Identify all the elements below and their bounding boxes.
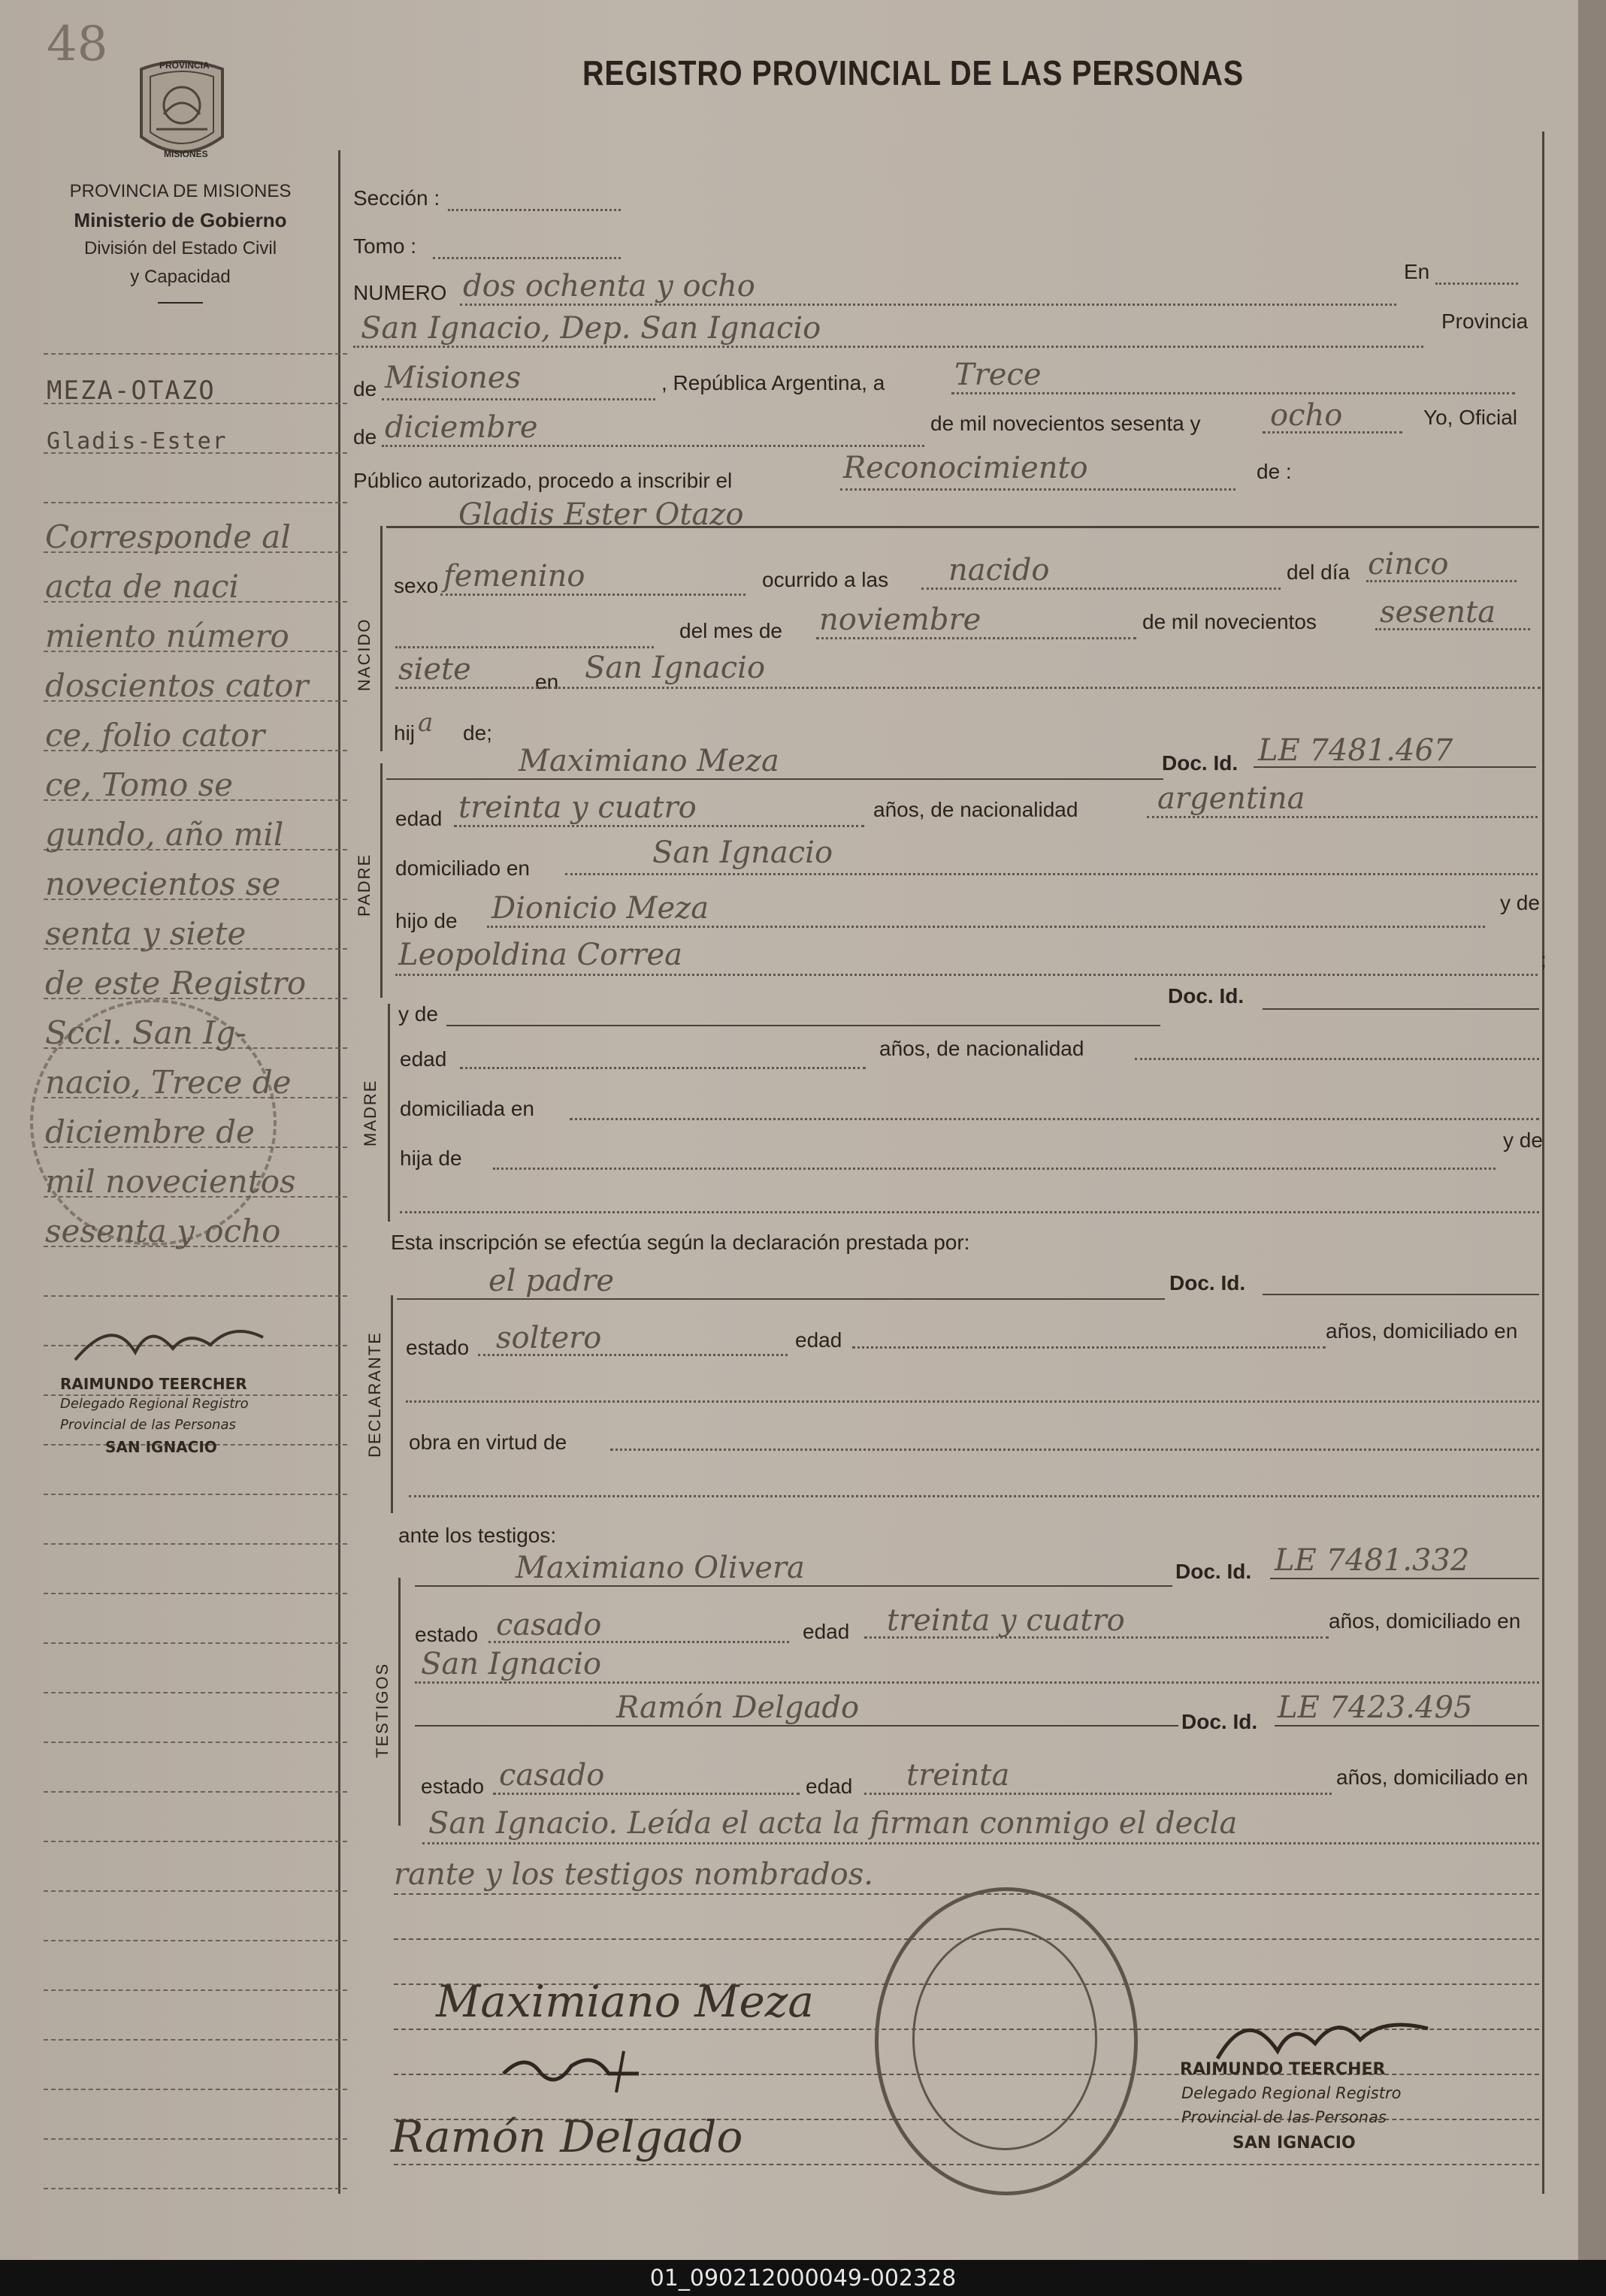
testigo1-edad-field[interactable] <box>864 1636 1329 1639</box>
madre-doc-label: Doc. Id. <box>1168 984 1245 1008</box>
margin-note-line: miento número <box>45 618 289 654</box>
publico-label: Público autorizado, procedo a inscribir el <box>353 469 733 492</box>
declarante-section <box>391 1295 393 1513</box>
declarante-domicilio-field[interactable] <box>406 1400 1539 1403</box>
margin-ruled-line <box>44 1791 347 1793</box>
hora-value: nacido <box>948 553 1050 588</box>
anio-label: de mil novecientos <box>1142 610 1317 633</box>
declarante-anios-label: años, domiciliado en <box>1326 1319 1518 1343</box>
padre-domicilio-label: domiciliado en <box>395 856 530 880</box>
declarante-estado-label: estado <box>406 1336 470 1359</box>
lugar-field[interactable] <box>395 687 1541 689</box>
letterhead-capacity: y Capacidad <box>130 267 231 287</box>
official-stamp-city: SAN IGNACIO <box>1232 2134 1356 2152</box>
padre-madre-value: Leopoldina Correa <box>398 938 682 972</box>
seal-text-bottom: MISIONES <box>164 149 208 159</box>
hora-field[interactable] <box>921 588 1281 590</box>
margin-note-line: acta de naci <box>45 568 239 605</box>
margin-ruled-line <box>44 1940 347 1941</box>
inscripto-name-value: Gladis Ester Otazo <box>458 497 744 532</box>
margin-ruled-line <box>44 2039 347 2041</box>
madre-doc-field[interactable] <box>1263 1008 1539 1010</box>
madre-section-label: MADRE <box>361 1079 380 1146</box>
padre-edad-field[interactable] <box>454 825 864 827</box>
margin-note-line: Sccl. San Ig- <box>45 1014 246 1051</box>
official-stamp-name: RAIMUNDO TEERCHER <box>1180 2060 1386 2079</box>
margin-divider <box>338 150 340 2194</box>
dia-field[interactable] <box>1366 580 1517 582</box>
padre-nombre-field[interactable] <box>386 778 1163 780</box>
official-round-stamp-inner <box>912 1928 1097 2150</box>
day-value: Trece <box>954 358 1042 392</box>
testigo2-estado-value: casado <box>499 1758 605 1793</box>
margin-ruled-line <box>44 502 347 503</box>
testigo1-nombre-value: Maximiano Olivera <box>516 1551 805 1585</box>
margin-ruled-line <box>44 2188 347 2189</box>
signature-ramon: Ramón Delgado <box>391 2111 743 2162</box>
declarante-edad-field[interactable] <box>852 1346 1326 1349</box>
padre-section-label: PADRE <box>355 853 374 917</box>
padre-y-de-label: y de <box>1500 891 1540 914</box>
madre-nacionalidad-field[interactable] <box>1135 1058 1539 1060</box>
padre-doc-value: LE 7481.467 <box>1258 733 1453 768</box>
testigos-intro: ante los testigos: <box>398 1524 557 1547</box>
madre-anios-label: años, de nacionalidad <box>879 1037 1084 1060</box>
hijo-suffix-value: a <box>418 708 434 738</box>
padre-edad-value: treinta y cuatro <box>458 790 697 825</box>
page-number: 48 <box>47 17 108 72</box>
sexo-label: sexo <box>394 574 439 597</box>
padre-section <box>380 763 383 998</box>
madre-edad-field[interactable] <box>460 1067 866 1069</box>
testigo2-doc-value: LE 7423.495 <box>1278 1690 1473 1725</box>
testigo1-domicilio-field[interactable] <box>415 1681 1539 1684</box>
margin-note-line: nacio, Trece de <box>45 1064 292 1101</box>
en-field[interactable] <box>1435 282 1518 285</box>
testigo1-estado-label: estado <box>415 1623 479 1646</box>
testigo1-estado-field[interactable] <box>488 1641 789 1643</box>
anio-value: sesenta <box>1380 595 1496 630</box>
testigo1-nombre-field[interactable] <box>415 1585 1172 1587</box>
declarante-edad-label: edad <box>795 1328 842 1352</box>
letterhead-province: PROVINCIA DE MISIONES <box>69 181 292 201</box>
margin-note-line: Corresponde al <box>45 518 291 555</box>
testigo2-edad-label: edad <box>806 1775 853 1798</box>
madre-section <box>388 1004 390 1222</box>
closing-line-1: San Ignacio. Leída el acta la firman conmigo el decla <box>428 1806 1238 1841</box>
en-label-nacido: en <box>535 670 559 693</box>
madre-hija-de-label: hija de <box>400 1146 462 1170</box>
provincia-label: Provincia <box>1441 310 1529 333</box>
padre-madre-field[interactable] <box>395 974 1538 976</box>
nacido-section-label: NACIDO <box>355 618 374 691</box>
year-label: de mil novecientos sesenta y <box>930 412 1201 435</box>
margin-ruled-line <box>44 1295 347 1297</box>
madre-y-de-label-2: y de <box>1503 1128 1543 1152</box>
margin-note-line: ce, Tomo se <box>45 766 233 803</box>
provincia-field[interactable] <box>382 398 655 400</box>
testigo2-nombre-value: Ramón Delgado <box>616 1690 860 1725</box>
padre-nombre-value: Maximiano Meza <box>519 744 779 778</box>
margin-ruled-line <box>44 1593 347 1594</box>
nacido-blank-field[interactable] <box>395 646 654 648</box>
acto-field[interactable] <box>840 488 1236 491</box>
margin-ruled-line <box>44 353 347 355</box>
madre-padre-field[interactable] <box>493 1168 1496 1170</box>
padre-hijo-de-label: hijo de <box>395 909 458 932</box>
margin-ruled-line <box>44 2138 347 2140</box>
de-colon-label: de : <box>1257 460 1292 483</box>
letterhead-division: División del Estado Civil <box>83 238 277 258</box>
declarante-nombre-value: el padre <box>488 1264 615 1298</box>
madre-y-de-label: y de <box>398 1002 438 1026</box>
mes-label: del mes de <box>679 619 782 642</box>
testigo1-domicilio-value: San Ignacio <box>421 1647 602 1681</box>
testigo2-doc-field[interactable] <box>1275 1725 1539 1727</box>
margin-note-line: sesenta y ocho <box>45 1213 281 1249</box>
closing-line-2: rante y los testigos nombrados. <box>394 1857 873 1892</box>
padre-anios-label: años, de nacionalidad <box>873 798 1078 821</box>
del-dia-label: del día <box>1287 560 1350 584</box>
place-field[interactable] <box>353 346 1423 348</box>
sexo-field[interactable] <box>440 594 746 596</box>
hijo-de-label: de; <box>463 721 492 745</box>
testigo2-anios-label: años, domiciliado en <box>1336 1766 1529 1789</box>
margin-surname: MEZA-OTAZO <box>47 376 216 406</box>
padre-doc-label: Doc. Id. <box>1162 751 1239 775</box>
madre-madre-field[interactable] <box>400 1211 1539 1213</box>
padre-padre-value: Dionicio Meza <box>491 891 709 926</box>
margin-note-line: senta y siete <box>45 915 246 952</box>
testigo1-doc-label: Doc. Id. <box>1175 1560 1252 1583</box>
ocurrido-label: ocurrido a las <box>762 568 889 591</box>
sexo-value: femenino <box>443 559 585 594</box>
numero-value: dos ochenta y ocho <box>463 269 755 304</box>
declarante-nombre-field[interactable] <box>397 1298 1165 1300</box>
margin-ruled-line <box>44 1642 347 1644</box>
margin-note-line: gundo, año mil <box>45 816 284 853</box>
margin-note-line: diciembre de <box>45 1113 255 1150</box>
declarante-obra-label: obra en virtud de <box>409 1430 567 1454</box>
madre-nombre-field[interactable] <box>446 1025 1160 1026</box>
margin-ruled-line <box>44 1543 347 1545</box>
testigo2-estado-field[interactable] <box>493 1793 800 1795</box>
margin-note-line: novecientos se <box>45 866 281 902</box>
signature-scribble-icon <box>496 2044 646 2096</box>
declarante-doc-label: Doc. Id. <box>1169 1271 1246 1295</box>
declarante-obra-field[interactable] <box>610 1449 1539 1451</box>
declarante-obra-field-2[interactable] <box>409 1495 1539 1497</box>
tomo-label: Tomo : <box>353 234 417 258</box>
padre-nacionalidad-value: argentina <box>1157 781 1305 816</box>
testigos-section-label: TESTIGOS <box>373 1662 392 1758</box>
letterhead-ministry: Ministerio de Gobierno <box>74 209 287 231</box>
oficial-label: Yo, Oficial <box>1423 406 1518 429</box>
day-field[interactable] <box>951 392 1515 394</box>
margin-stamp-city: SAN IGNACIO <box>105 1438 217 1456</box>
de-label-2: de <box>353 425 377 449</box>
testigo2-edad-value: treinta <box>906 1758 1010 1793</box>
padre-edad-label: edad <box>395 807 443 830</box>
en-label: En <box>1404 260 1430 283</box>
signature-maximiano: Maximiano Meza <box>436 1976 814 2027</box>
year-value: ocho <box>1270 398 1343 433</box>
testigo2-estado-label: estado <box>421 1775 485 1798</box>
margin-note-line: mil novecientos <box>45 1163 296 1200</box>
place-value: San Ignacio, Dep. San Ignacio <box>361 311 821 346</box>
seccion-field[interactable] <box>448 209 621 211</box>
margin-ruled-line <box>44 1890 347 1892</box>
margin-round-stamp <box>30 999 277 1246</box>
closing-field-1[interactable] <box>422 1842 1539 1844</box>
official-stamp-role: Delegado Regional Registro <box>1181 2084 1402 2102</box>
month-value: diciembre <box>385 410 538 445</box>
margin-ruled-line <box>44 1841 347 1842</box>
right-border <box>1542 131 1544 2194</box>
testigo1-estado-value: casado <box>496 1608 602 1642</box>
acto-value: Reconocimiento <box>843 451 1088 485</box>
page-edge <box>1578 0 1606 2260</box>
seal-text-top: PROVINCIA <box>159 60 210 71</box>
testigo2-edad-field[interactable] <box>864 1793 1332 1795</box>
padre-domicilio-field[interactable] <box>565 873 1538 875</box>
numero-field[interactable] <box>460 304 1396 306</box>
padre-domicilio-value: San Ignacio <box>652 835 833 870</box>
testigo1-edad-label: edad <box>803 1620 850 1643</box>
madre-domicilio-label: domiciliada en <box>400 1097 534 1120</box>
letterhead <box>15 177 346 304</box>
margin-stamp-role: Delegado Regional Registro <box>60 1396 249 1412</box>
declarante-section-label: DECLARANTE <box>365 1331 384 1458</box>
anio-field[interactable] <box>1375 628 1530 630</box>
provincia-value: Misiones <box>385 361 522 395</box>
testigo1-anios-label: años, domiciliado en <box>1329 1609 1521 1633</box>
hijo-label: hij <box>394 721 416 745</box>
mes-value: noviembre <box>819 603 981 637</box>
margin-ruled-line <box>44 2089 347 2090</box>
month-field[interactable] <box>382 445 924 447</box>
numero-label: NUMERO <box>353 281 447 304</box>
tomo-field[interactable] <box>433 257 621 259</box>
declarante-doc-field[interactable] <box>1263 1294 1539 1295</box>
republica-label: , República Argentina, a <box>661 371 885 394</box>
padre-padre-field[interactable] <box>487 926 1485 928</box>
image-caption: 01_090212000049-002328 <box>0 2260 1606 2296</box>
margin-stamp-office: Provincial de las Personas <box>60 1417 236 1433</box>
testigo2-nombre-field[interactable] <box>415 1725 1178 1727</box>
padre-doc-field[interactable] <box>1254 766 1536 768</box>
testigo1-doc-field[interactable] <box>1270 1578 1539 1579</box>
mes-field[interactable] <box>816 637 1136 639</box>
anio-value-2: siete <box>398 652 471 687</box>
testigo1-doc-value: LE 7481.332 <box>1275 1543 1470 1578</box>
seccion-label: Sección : <box>353 186 440 210</box>
nacido-section <box>380 526 383 751</box>
official-stamp-office: Provincial de las Personas <box>1181 2108 1387 2126</box>
margin-note-line: doscientos cator <box>45 667 309 704</box>
declarante-intro: Esta inscripción se efectúa según la declaración prestada por: <box>391 1231 970 1254</box>
lugar-value: San Ignacio <box>585 651 766 685</box>
madre-edad-label: edad <box>400 1047 447 1071</box>
margin-ruled-line <box>44 1742 347 1743</box>
inscripto-name-field[interactable] <box>386 526 1539 528</box>
margin-stamp-name: RAIMUNDO TEERCHER <box>60 1375 247 1393</box>
madre-domicilio-field[interactable] <box>570 1118 1539 1120</box>
padre-semicolon: ; <box>1541 948 1547 971</box>
declarante-estado-field[interactable] <box>478 1354 788 1356</box>
padre-nacionalidad-field[interactable] <box>1147 816 1538 818</box>
year-field[interactable] <box>1263 431 1402 434</box>
de-label: de <box>353 377 377 400</box>
testigo2-doc-label: Doc. Id. <box>1181 1710 1258 1733</box>
margin-note-line: ce, folio cator <box>45 717 265 754</box>
margin-signature-icon <box>68 1307 278 1375</box>
testigo1-edad-value: treinta y cuatro <box>887 1603 1125 1638</box>
margin-ruled-line <box>44 1989 347 1991</box>
testigos-section <box>398 1578 401 1826</box>
dia-value: cinco <box>1368 547 1449 582</box>
margin-ruled-line <box>44 1692 347 1693</box>
margin-note-line: de este Registro <box>45 965 307 1001</box>
margin-given-names: Gladis-Ester <box>47 428 228 455</box>
page-title: REGISTRO PROVINCIAL DE LAS PERSONAS <box>582 53 1245 92</box>
letterhead-rule <box>158 302 203 304</box>
declarante-estado-value: soltero <box>496 1321 602 1355</box>
margin-ruled-line <box>44 1494 347 1495</box>
